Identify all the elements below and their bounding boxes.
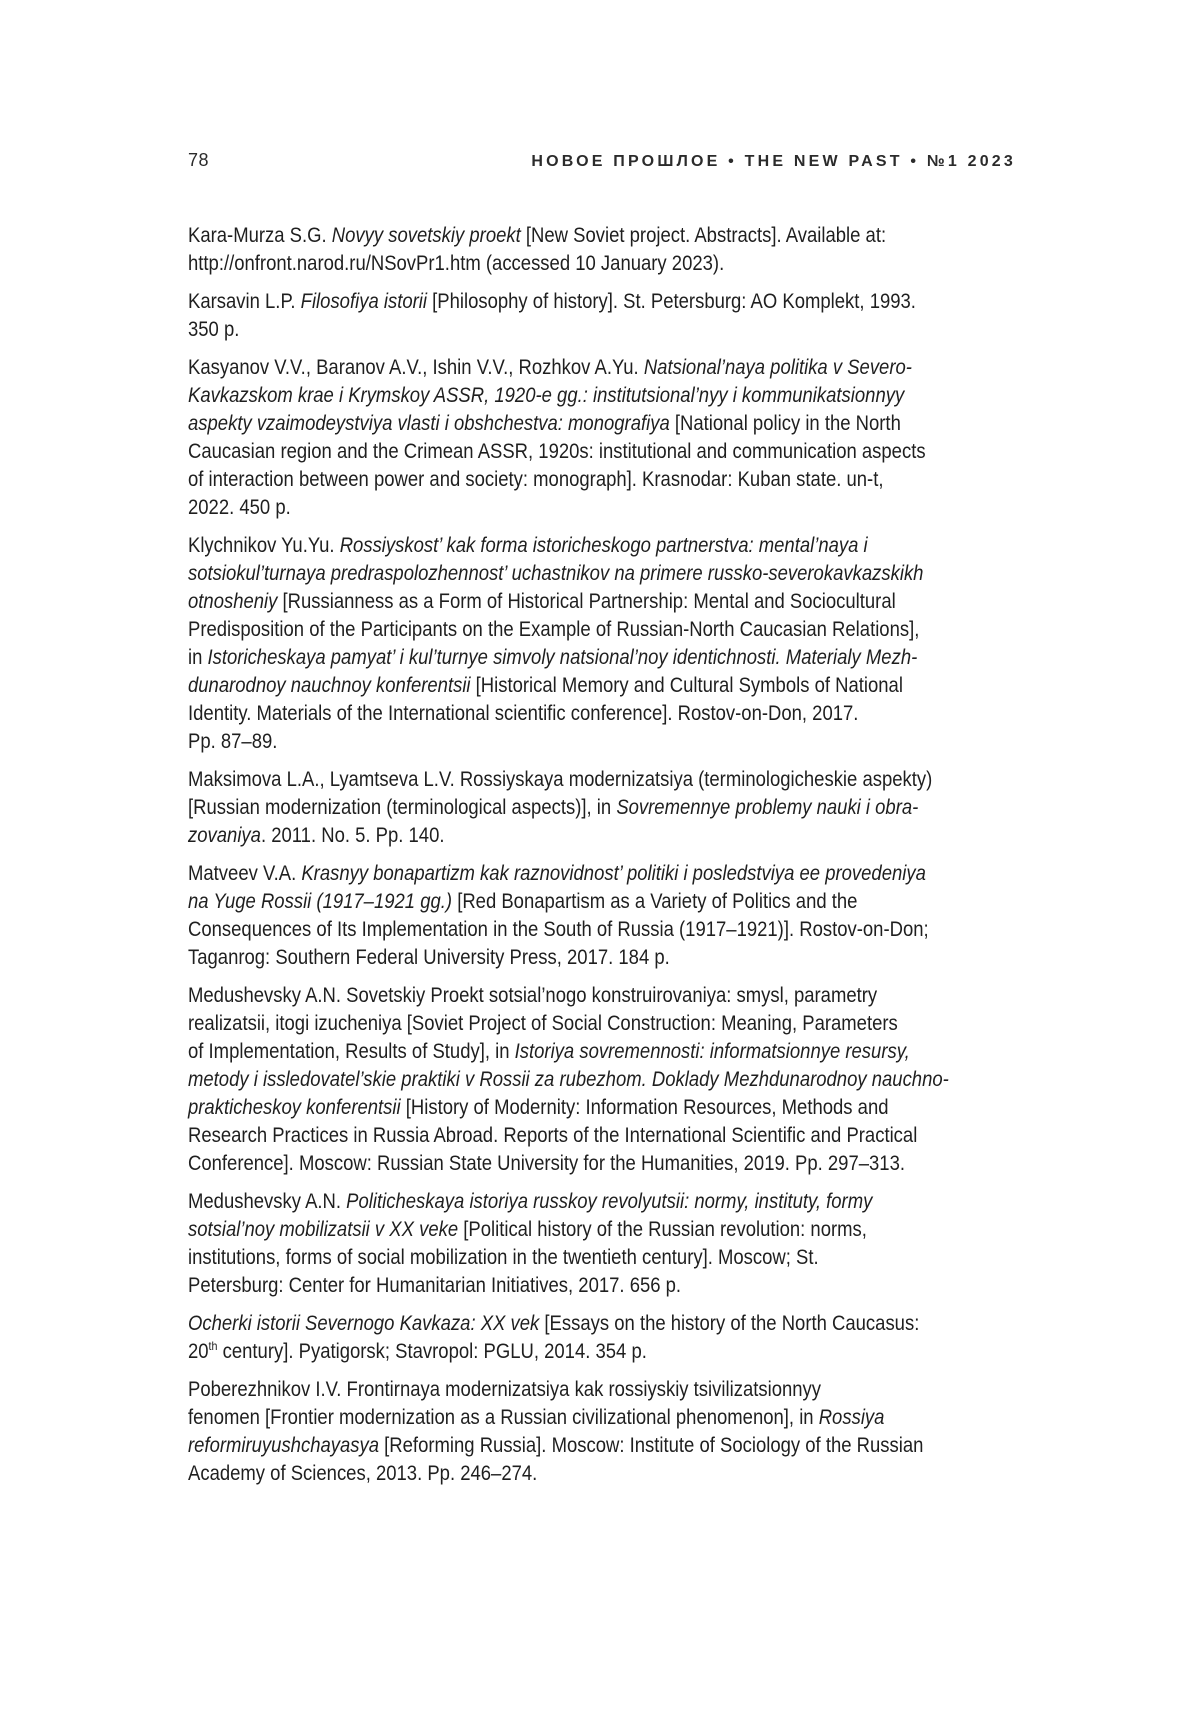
reference-line: 350 p. <box>188 318 240 341</box>
reference-line: Matveev V.A. Krasnyy bonapartizm kak raznovidnost’ politiki i posledstviya ee provedeniya <box>188 862 926 885</box>
reference-line: aspekty vzaimodeystviya vlasti i obshchestva: monografiya [National policy in the North <box>188 412 901 435</box>
reference-line: Conference]. Moscow: Russian State University for the Humanities, 2019. Pp. 297–313. <box>188 1152 905 1175</box>
reference-line: of Implementation, Results of Study], in Istoriya sovremennosti: informatsionnye resursy, <box>188 1040 910 1063</box>
reference-line: Predisposition of the Participants on the Example of Russian-North Caucasian Relations], <box>188 618 920 641</box>
reference-entry <box>188 222 1020 278</box>
page-header <box>188 150 1016 171</box>
reference-entry <box>188 288 1020 344</box>
reference-line: dunarodnoy nauchnoy konferentsii [Historical Memory and Cultural Symbols of National <box>188 674 903 697</box>
reference-entry <box>188 766 1020 850</box>
reference-line: na Yuge Rossii (1917–1921 gg.) [Red Bonapartism as a Variety of Politics and the <box>188 890 858 913</box>
reference-line: Consequences of Its Implementation in the South of Russia (1917–1921)]. Rostov-on-Don; <box>188 918 929 941</box>
reference-line: http://onfront.narod.ru/NSovPr1.htm (accessed 10 January 2023). <box>188 252 725 275</box>
reference-line: reformiruyushchayasya [Reforming Russia]. Moscow: Institute of Sociology of the Russian <box>188 1434 924 1457</box>
reference-line: zovaniya. 2011. No. 5. Pp. 140. <box>188 824 445 847</box>
reference-line: of interaction between power and society: monograph]. Krasnodar: Kuban state. un-t, <box>188 468 884 491</box>
reference-line: 2022. 450 p. <box>188 496 291 519</box>
reference-line: realizatsii, itogi izucheniya [Soviet Project of Social Construction: Meaning, Parameters <box>188 1012 898 1035</box>
reference-entry <box>188 1310 1020 1366</box>
reference-line: institutions, forms of social mobilization in the twentieth century]. Moscow; St. <box>188 1246 819 1269</box>
reference-list <box>188 222 1020 1498</box>
reference-line: Pp. 87–89. <box>188 730 278 753</box>
reference-line: Research Practices in Russia Abroad. Reports of the International Scientific and Practical <box>188 1124 918 1147</box>
reference-line: fenomen [Frontier modernization as a Russian civilizational phenomenon], in Rossiya <box>188 1406 885 1429</box>
reference-entry <box>188 532 1020 756</box>
reference-line: 20th century]. Pyatigorsk; Stavropol: PGLU, 2014. 354 p. <box>188 1339 647 1363</box>
reference-line: Medushevsky A.N. Politicheskaya istoriya russkoy revolyutsii: normy, instituty, formy <box>188 1190 873 1213</box>
reference-line: Academy of Sciences, 2013. Pp. 246–274. <box>188 1462 538 1485</box>
reference-line: Taganrog: Southern Federal University Press, 2017. 184 p. <box>188 946 670 969</box>
reference-entry <box>188 860 1020 972</box>
running-head: НОВОЕ ПРОШЛОЕ • THE NEW PAST • №1 2023 <box>531 153 1016 170</box>
reference-entry <box>188 1188 1020 1300</box>
reference-line: Poberezhnikov I.V. Frontirnaya modernizatsiya kak rossiyskiy tsivilizatsionnyy <box>188 1378 822 1401</box>
reference-line: [Russian modernization (terminological aspects)], in Sovremennye problemy nauki i obra- <box>188 796 919 819</box>
reference-line: Maksimova L.A., Lyamtseva L.V. Rossiyskaya modernizatsiya (terminologicheskie aspekty) <box>188 768 933 791</box>
reference-line: Petersburg: Center for Humanitarian Initiatives, 2017. 656 p. <box>188 1274 682 1297</box>
reference-line: prakticheskoy konferentsii [History of Modernity: Information Resources, Methods and <box>188 1096 889 1119</box>
reference-line: Caucasian region and the Crimean ASSR, 1920s: institutional and communication aspects <box>188 440 926 463</box>
reference-line: Identity. Materials of the International scientific conference]. Rostov-on-Don, 2017. <box>188 702 859 725</box>
reference-line: Ocherki istorii Severnogo Kavkaza: XX vek [Essays on the history of the North Caucasus: <box>188 1312 920 1335</box>
reference-line: Kasyanov V.V., Baranov A.V., Ishin V.V., Rozhkov A.Yu. Natsional’naya politika v Severo- <box>188 356 912 379</box>
reference-line: in Istoricheskaya pamyat’ i kul’turnye simvoly natsional’noy identichnosti. Materialy Mezh- <box>188 646 918 669</box>
reference-entry <box>188 1376 1020 1488</box>
reference-entry <box>188 982 1020 1178</box>
reference-line: Karsavin L.P. Filosofiya istorii [Philosophy of history]. St. Petersburg: AO Komplekt, 1993. <box>188 290 916 313</box>
reference-line: sotsial’noy mobilizatsii v XX veke [Political history of the Russian revolution: norms, <box>188 1218 867 1241</box>
reference-line: Kara-Murza S.G. Novyy sovetskiy proekt [New Soviet project. Abstracts]. Available at: <box>188 224 887 247</box>
reference-line: metody i issledovatel’skie praktiki v Rossii za rubezhom. Doklady Mezhdunarodnoy nauchno- <box>188 1068 949 1091</box>
reference-line: otnosheniy [Russianness as a Form of Historical Partnership: Mental and Sociocultural <box>188 590 896 613</box>
page-number: 78 <box>188 150 210 170</box>
reference-entry <box>188 354 1020 522</box>
reference-line: Medushevsky A.N. Sovetskiy Proekt sotsial’nogo konstruirovaniya: smysl, parametry <box>188 984 878 1007</box>
reference-line: sotsiokul’turnaya predraspolozhennost’ uchastnikov na primere russko-severokavkazskikh <box>188 562 924 585</box>
reference-line: Kavkazskom krae i Krymskoy ASSR, 1920-e gg.: institutsional’nyy i kommunikatsionnyy <box>188 384 905 407</box>
reference-line: Klychnikov Yu.Yu. Rossiyskost’ kak forma istoricheskogo partnerstva: mental’naya i <box>188 534 868 557</box>
